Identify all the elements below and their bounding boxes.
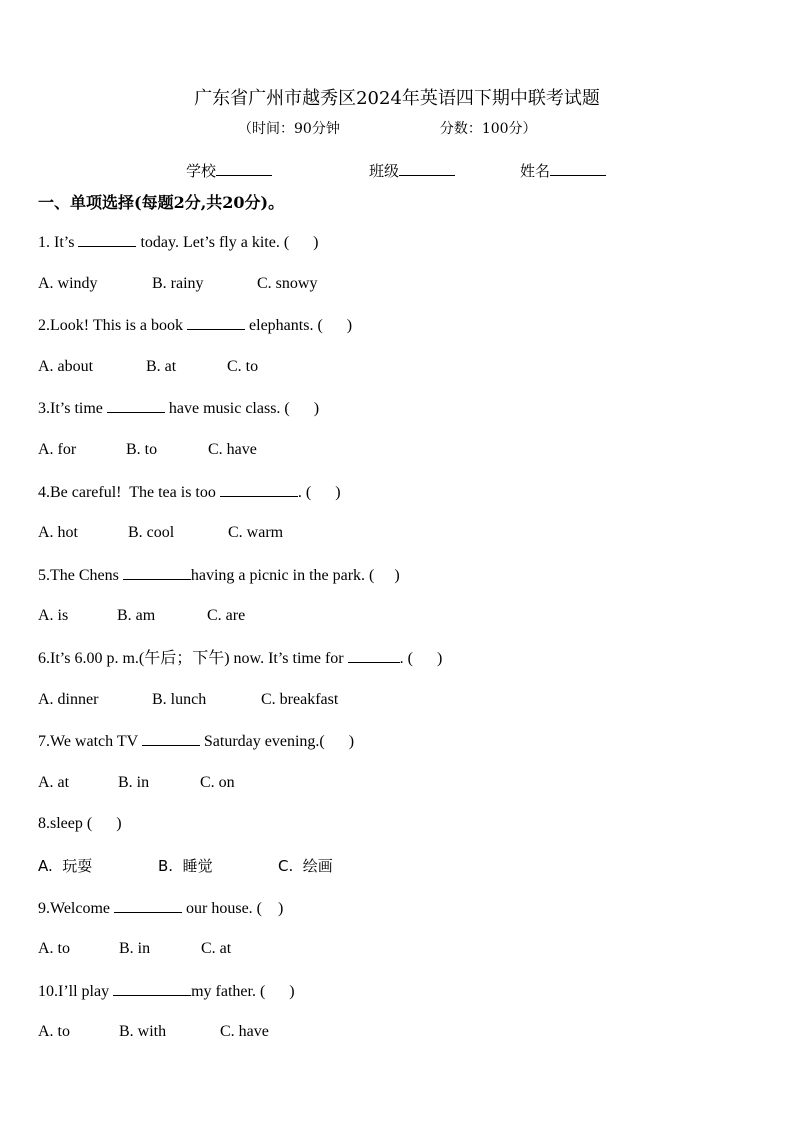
name-field [520,160,606,181]
school-field [186,160,272,181]
option-c[interactable]: C. are [207,607,246,625]
option-a[interactable]: A. windy [38,274,98,292]
options-row [38,357,758,399]
options-row [38,1022,758,1064]
option-c[interactable]: C. snowy [257,274,318,292]
exam-time: （时间：90分钟 [238,121,340,137]
question-text-end: have music class. ( ) [164,400,320,418]
question-text: 6.It’s 6.00 p. m.(午后；下午) now. It’s time for [38,649,348,667]
option-b[interactable]: B. rainy [152,274,204,292]
question-7 [38,731,758,773]
option-b[interactable]: B. in [119,940,151,958]
answer-blank[interactable] [113,981,191,996]
question-1 [38,232,758,274]
option-c[interactable]: C. to [227,357,259,375]
options-row [38,773,758,815]
exam-score: 分数：100分） [439,121,537,137]
question-text: 5.The Chens [38,566,123,584]
question-text: 7.We watch TV [38,733,142,751]
question-text-end: . ( ) [399,649,443,667]
question-text-end: . ( ) [297,483,341,501]
answer-blank[interactable] [142,731,200,746]
answer-blank[interactable] [78,232,136,247]
answer-blank[interactable] [220,482,298,497]
question-text-end: my father. ( ) [191,982,295,1000]
school-label: 学校 [186,162,217,180]
class-blank[interactable] [399,161,455,176]
name-label: 姓名 [520,162,551,180]
option-c[interactable]: C. have [208,440,257,458]
option-b[interactable]: B. with [119,1023,167,1041]
answer-blank[interactable] [348,648,400,663]
option-a[interactable]: A. to [38,940,70,958]
option-b[interactable]: B. to [126,440,158,458]
option-a[interactable]: A. for [38,440,77,458]
option-a[interactable]: A. at [38,773,70,791]
question-8 [38,814,758,856]
options-row [38,856,758,898]
option-c[interactable]: C. have [220,1023,269,1041]
question-text: 9.Welcome [38,899,115,917]
question-text-end: today. Let’s fly a kite. ( ) [136,234,319,251]
question-6 [38,648,758,690]
option-b[interactable]: B. 睡觉 [158,856,213,875]
option-b[interactable]: B. am [117,607,156,625]
option-b[interactable]: B. lunch [152,690,207,708]
options-row [38,939,758,981]
option-a[interactable]: A. is [38,607,69,625]
question-text: 2.Look! This is a book [38,317,188,335]
answer-blank[interactable] [107,398,165,413]
name-blank[interactable] [550,161,606,176]
option-b[interactable]: B. at [146,357,177,375]
question-10 [38,981,758,1023]
question-text: 1. It’s [38,234,79,251]
option-c[interactable]: C. on [200,773,235,791]
question-9 [38,898,758,940]
options-row [38,523,758,565]
option-a[interactable]: A. about [38,357,94,375]
question-text: 10.I’ll play [38,982,114,1000]
answer-blank[interactable] [123,565,191,580]
option-c[interactable]: C. at [201,940,232,958]
option-c[interactable]: C. 绘画 [278,856,333,875]
answer-blank[interactable] [114,898,182,913]
options-row [38,606,758,648]
options-row [38,690,758,732]
school-blank[interactable] [216,161,272,176]
question-4 [38,482,758,524]
option-b[interactable]: B. cool [128,524,175,542]
option-a[interactable]: A. to [38,1023,70,1041]
class-field [369,160,455,181]
question-5 [38,565,758,607]
option-c[interactable]: C. warm [228,524,284,542]
question-3 [38,398,758,440]
question-text-end: having a picnic in the park. ( ) [190,566,400,584]
section-heading: 一、单项选择(每题2分,共20分)。 [38,193,285,212]
question-2 [38,315,758,357]
answer-blank[interactable] [187,315,245,330]
exam-subtitle [238,118,537,138]
options-row [38,440,758,482]
question-text: 3.It’s time [38,400,107,418]
option-c[interactable]: C. breakfast [261,690,339,708]
options-row [38,274,758,316]
question-text-end: Saturday evening.( ) [199,733,355,751]
question-text: 4.Be careful! The tea is too [38,483,220,501]
question-text: 8.sleep ( ) [38,815,122,833]
option-a[interactable]: A. 玩耍 [38,856,93,875]
option-a[interactable]: A. hot [38,524,78,542]
option-a[interactable]: A. dinner [38,690,99,708]
question-list [38,232,758,1064]
exam-title: 广东省广州市越秀区2024年英语四下期中联考试题 [194,88,600,109]
question-text-end: our house. ( ) [182,899,284,917]
class-label: 班级 [369,162,400,180]
question-text-end: elephants. ( ) [245,317,353,335]
option-b[interactable]: B. in [118,773,150,791]
